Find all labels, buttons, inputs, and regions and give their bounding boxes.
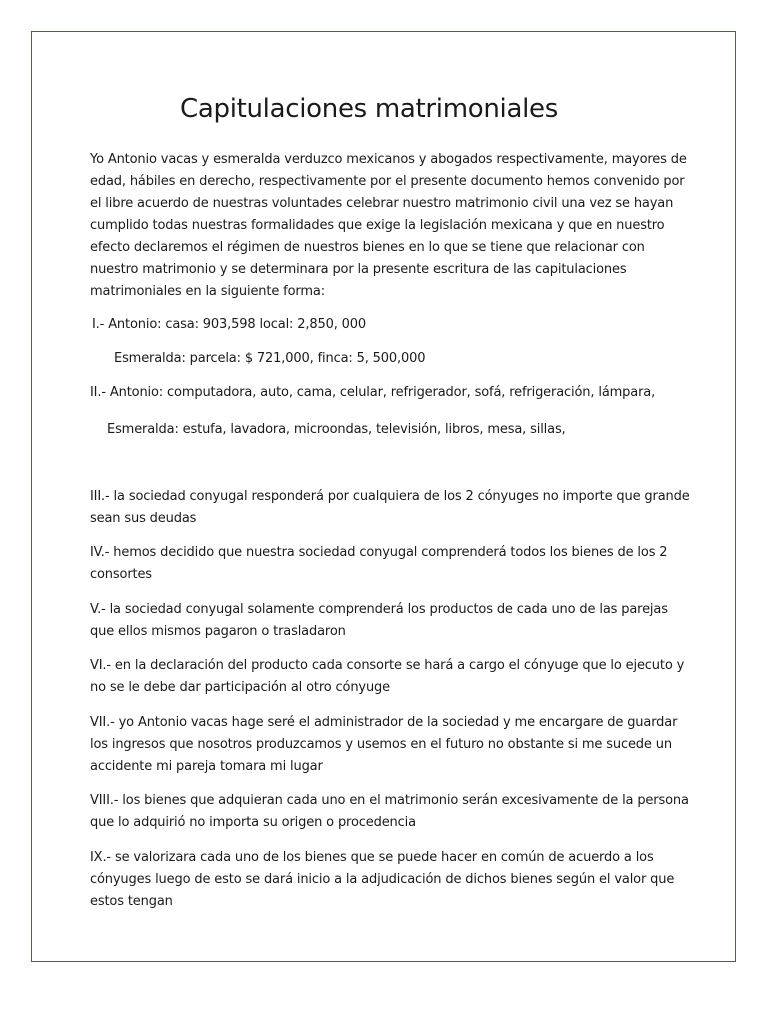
clause-2-antonio: II.- Antonio: computadora, auto, cama, celular, refrigerador, sofá, refrigeración, lámpara,: [90, 385, 656, 400]
clause-3: III.- la sociedad conyugal responderá por cualquiera de los 2 cónyuges no importe que grande sean sus deudas: [90, 489, 690, 526]
clause-1-esmeralda: Esmeralda: parcela: $ 721,000, finca: 5, 500,000: [114, 351, 426, 366]
clause-4: IV.- hemos decidido que nuestra sociedad conyugal comprenderá todos los bienes de los 2 consortes: [90, 545, 668, 582]
clause-5: V.- la sociedad conyugal solamente comprenderá los productos de cada uno de las parejas que ellos mismos pagaron o trasladaron: [90, 602, 668, 639]
clause-7: VII.- yo Antonio vacas hage seré el administrador de la sociedad y me encargare de guardar los ingresos que nosotros produzcamos y usemos en el futuro no obstante si me sucede un accidente mi pareja tomara mi lugar: [90, 715, 678, 774]
clause-9: IX.- se valorizara cada uno de los bienes que se puede hacer en común de acuerdo a los cónyuges luego de esto se dará inicio a la adjudicación de dichos bienes según el valor que estos tengan: [90, 850, 675, 909]
intro-paragraph: Yo Antonio vacas y esmeralda verduzco mexicanos y abogados respectivamente, mayores de edad, hábiles en derecho, respectivamente por el presente documento hemos convenido por el libre acuerdo de nuestras voluntades celebrar nuestro matrimonio civil una vez se hayan cumplido todas nuestras formalidades que exige la legislación mexicana y que en nuestro efecto declaremos el régimen de nuestros bienes en lo que se tiene que relacionar con nuestro matrimonio y se determinara por la presente escritura de las capitulaciones matrimoniales en la siguiente forma:: [90, 152, 687, 299]
document-title: Capitulaciones matrimoniales: [180, 94, 558, 124]
clause-2-esmeralda: Esmeralda: estufa, lavadora, microondas, televisión, libros, mesa, sillas,: [107, 422, 566, 437]
clause-1-antonio: I.- Antonio: casa: 903,598 local: 2,850, 000: [92, 317, 367, 332]
clause-6: VI.- en la declaración del producto cada consorte se hará a cargo el cónyuge que lo ejecuto y no se le debe dar participación al otro cónyuge: [90, 658, 685, 695]
clause-8: VIII.- los bienes que adquieran cada uno en el matrimonio serán excesivamente de la persona que lo adquirió no importa su origen o procedencia: [90, 793, 689, 830]
